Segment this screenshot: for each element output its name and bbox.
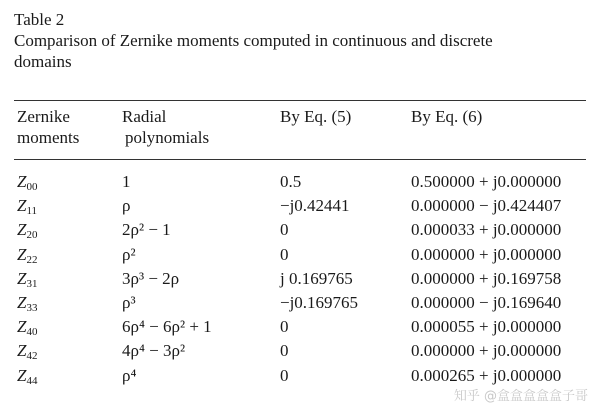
moment-symbol: Z [17,292,27,312]
eq6-cell: 0.000000 + j0.000000 [411,341,562,361]
moment-symbol: Z [17,220,27,240]
header-text: polynomials [125,128,210,147]
moment-index: 40 [26,326,38,339]
moment-symbol: Z [17,268,27,288]
moment-symbol: Z [17,341,27,361]
radial-cell: ρ [122,196,131,216]
eq6-cell: 0.000000 + j0.000000 [411,244,562,264]
moment-index: 00 [26,181,38,193]
radial-cell: ρ⁴ [122,365,137,385]
eq6-cell: 0.500000 + j0.000000 [411,172,562,191]
top-rule [14,100,586,101]
eq5-cell: 0 [280,317,289,337]
moment-symbol: Z [17,196,27,216]
header-eq5: By Eq. (5) [280,107,352,126]
table-row [14,267,586,291]
table-body [14,170,586,388]
caption-line-2: domains [14,52,72,71]
header-text: Zernike [17,107,70,126]
eq5-cell: 0 [280,220,289,240]
moment-cell [17,364,37,393]
eq5-cell: −j0.169765 [280,292,359,312]
moment-index: 33 [26,301,38,314]
moment-index: 20 [26,229,38,242]
header-eq6: By Eq. (6) [411,107,483,126]
header-radial-polynomials [122,106,209,148]
moment-index: 11 [26,205,38,218]
radial-cell: ρ³ [122,292,136,312]
radial-cell: 2ρ² − 1 [122,220,171,240]
header-text: Radial [122,107,167,126]
table-row [14,315,586,339]
table-row [14,218,586,242]
header-rule [14,159,586,160]
eq5-cell: −j0.42441 [280,196,350,216]
watermark: 知乎 @盒盒盒盒盒子哥 [453,389,588,404]
table-row [14,194,586,218]
moment-symbol: Z [17,365,27,385]
eq6-cell: 0.000000 − j0.169640 [411,292,562,312]
moment-index: 31 [26,277,38,290]
header-text: moments [17,128,80,147]
moment-index: 44 [26,374,38,387]
table-row [14,170,586,194]
table-row [14,243,586,267]
caption-line-1: Comparison of Zernike moments computed in continuous and discrete [14,31,493,50]
eq6-cell: 0.000055 + j0.000000 [411,317,562,337]
moment-symbol: Z [17,172,27,191]
eq6-cell: 0.000000 − j0.424407 [411,196,562,216]
eq5-cell: 0 [280,365,289,385]
table-row [14,339,586,363]
radial-cell: 3ρ³ − 2ρ [122,268,180,288]
eq5-cell: j 0.169765 [280,268,353,288]
eq5-cell: 0 [280,244,289,264]
moment-index: 22 [26,253,38,266]
table-label: Table 2 [14,10,65,29]
eq5-cell: 0.5 [280,172,302,191]
radial-cell: 4ρ⁴ − 3ρ² [122,341,186,361]
moment-index: 42 [26,350,38,363]
eq6-cell: 0.000265 + j0.000000 [411,365,562,385]
eq5-cell: 0 [280,341,289,361]
table-caption [14,30,590,72]
radial-cell: ρ² [122,244,136,264]
header-zernike-moments [17,106,79,148]
eq6-cell: 0.000033 + j0.000000 [411,220,562,240]
table-row [14,291,586,315]
eq6-cell: 0.000000 + j0.169758 [411,268,562,288]
moment-symbol: Z [17,317,27,337]
table-container [14,10,590,387]
radial-cell: 6ρ⁴ − 6ρ² + 1 [122,317,212,337]
moment-symbol: Z [17,244,27,264]
radial-cell: 1 [122,172,131,191]
